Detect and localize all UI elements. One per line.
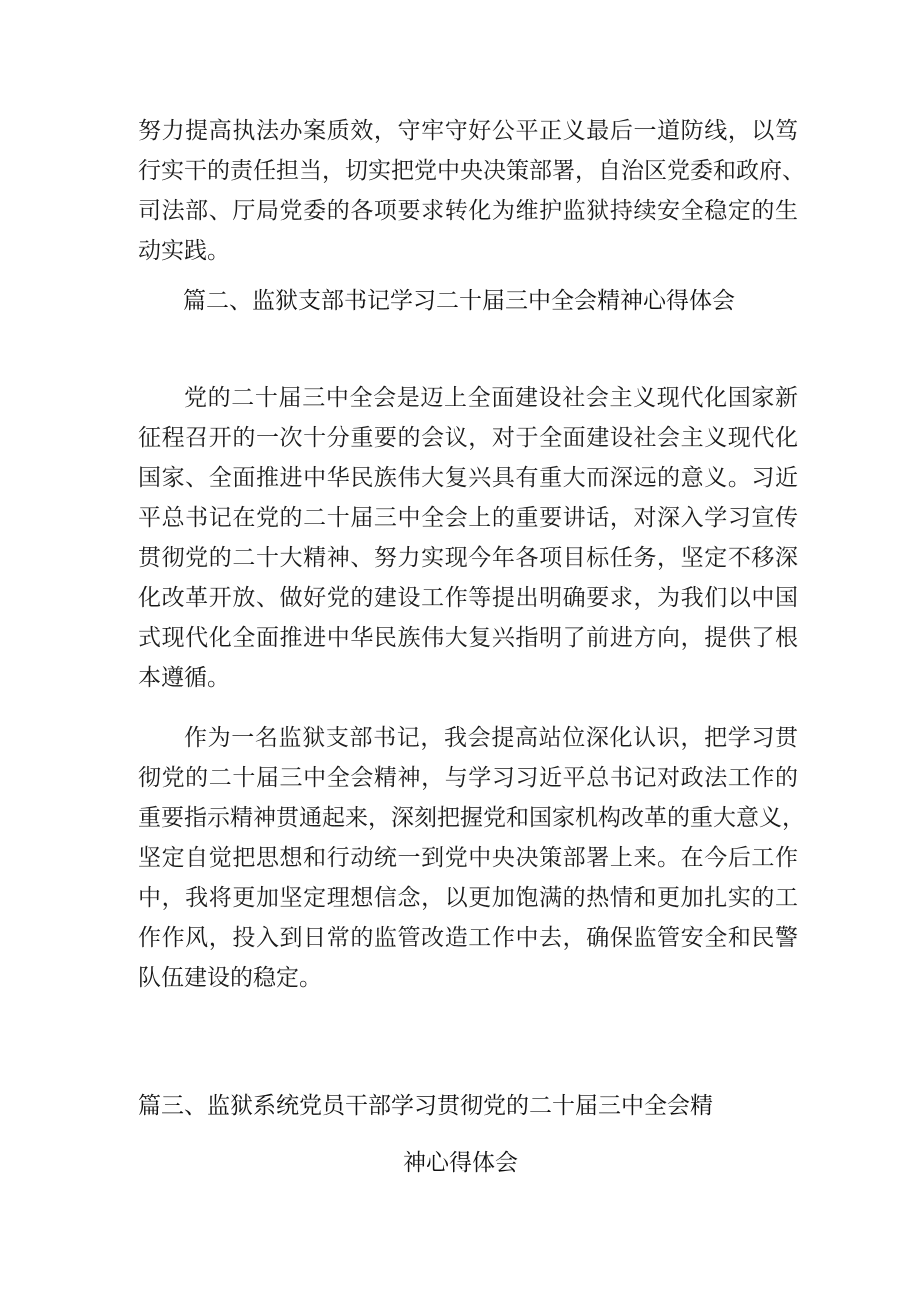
s2p1-line-4: 平总书记在党的二十届三中全会上的重要讲话，对深入学习宣传 [138,505,798,531]
s2p2-line-2: 彻党的二十届三中全会精神，与学习习近平总书记对政法工作的 [138,765,798,791]
s2p1-line-7: 式现代化全面推进中华民族伟大复兴指明了前进方向，提供了根 [138,625,798,651]
section3-heading-line-2: 神心得体会 [403,1150,518,1176]
intro-line-4: 动实践。 [138,238,230,264]
s2p2-line-6: 作作风，投入到日常的监管改造工作中去，确保监管安全和民警 [138,925,798,951]
s2p1-line-6: 化改革开放、做好党的建设工作等提出明确要求，为我们以中国 [138,585,798,611]
s2p1-line-3: 国家、全面推进中华民族伟大复兴具有重大而深远的意义。习近 [138,465,798,491]
s2p1-line-2: 征程召开的一次十分重要的会议，对于全面建设社会主义现代化 [138,425,798,451]
section2-heading: 篇二、监狱支部书记学习二十届三中全会精神心得体会 [183,288,735,314]
s2p2-line-1: 作为一名监狱支部书记，我会提高站位深化认识，把学习贯 [184,725,798,751]
intro-line-3: 司法部、厅局党委的各项要求转化为维护监狱持续安全稳定的生 [138,198,798,224]
s2p2-line-7: 队伍建设的稳定。 [138,965,322,991]
s2p1-line-1: 党的二十届三中全会是迈上全面建设社会主义现代化国家新 [184,385,798,411]
s2p1-line-8: 本遵循。 [138,665,230,691]
s2p2-line-3: 重要指示精神贯通起来，深刻把握党和国家机构改革的重大意义， [138,805,805,831]
section3-heading-line-1: 篇三、监狱系统党员干部学习贯彻党的二十届三中全会精 [138,1093,713,1119]
s2p2-line-4: 坚定自觉把思想和行动统一到党中央决策部署上来。在今后工作 [138,845,798,871]
s2p2-line-5: 中，我将更加坚定理想信念，以更加饱满的热情和更加扎实的工 [138,885,798,911]
s2p1-line-5: 贯彻党的二十大精神、努力实现今年各项目标任务，坚定不移深 [138,545,798,571]
intro-line-2: 行实干的责任担当，切实把党中央决策部署，自治区党委和政府、 [138,158,805,184]
intro-line-1: 努力提高执法办案质效，守牢守好公平正义最后一道防线，以笃 [138,118,798,144]
